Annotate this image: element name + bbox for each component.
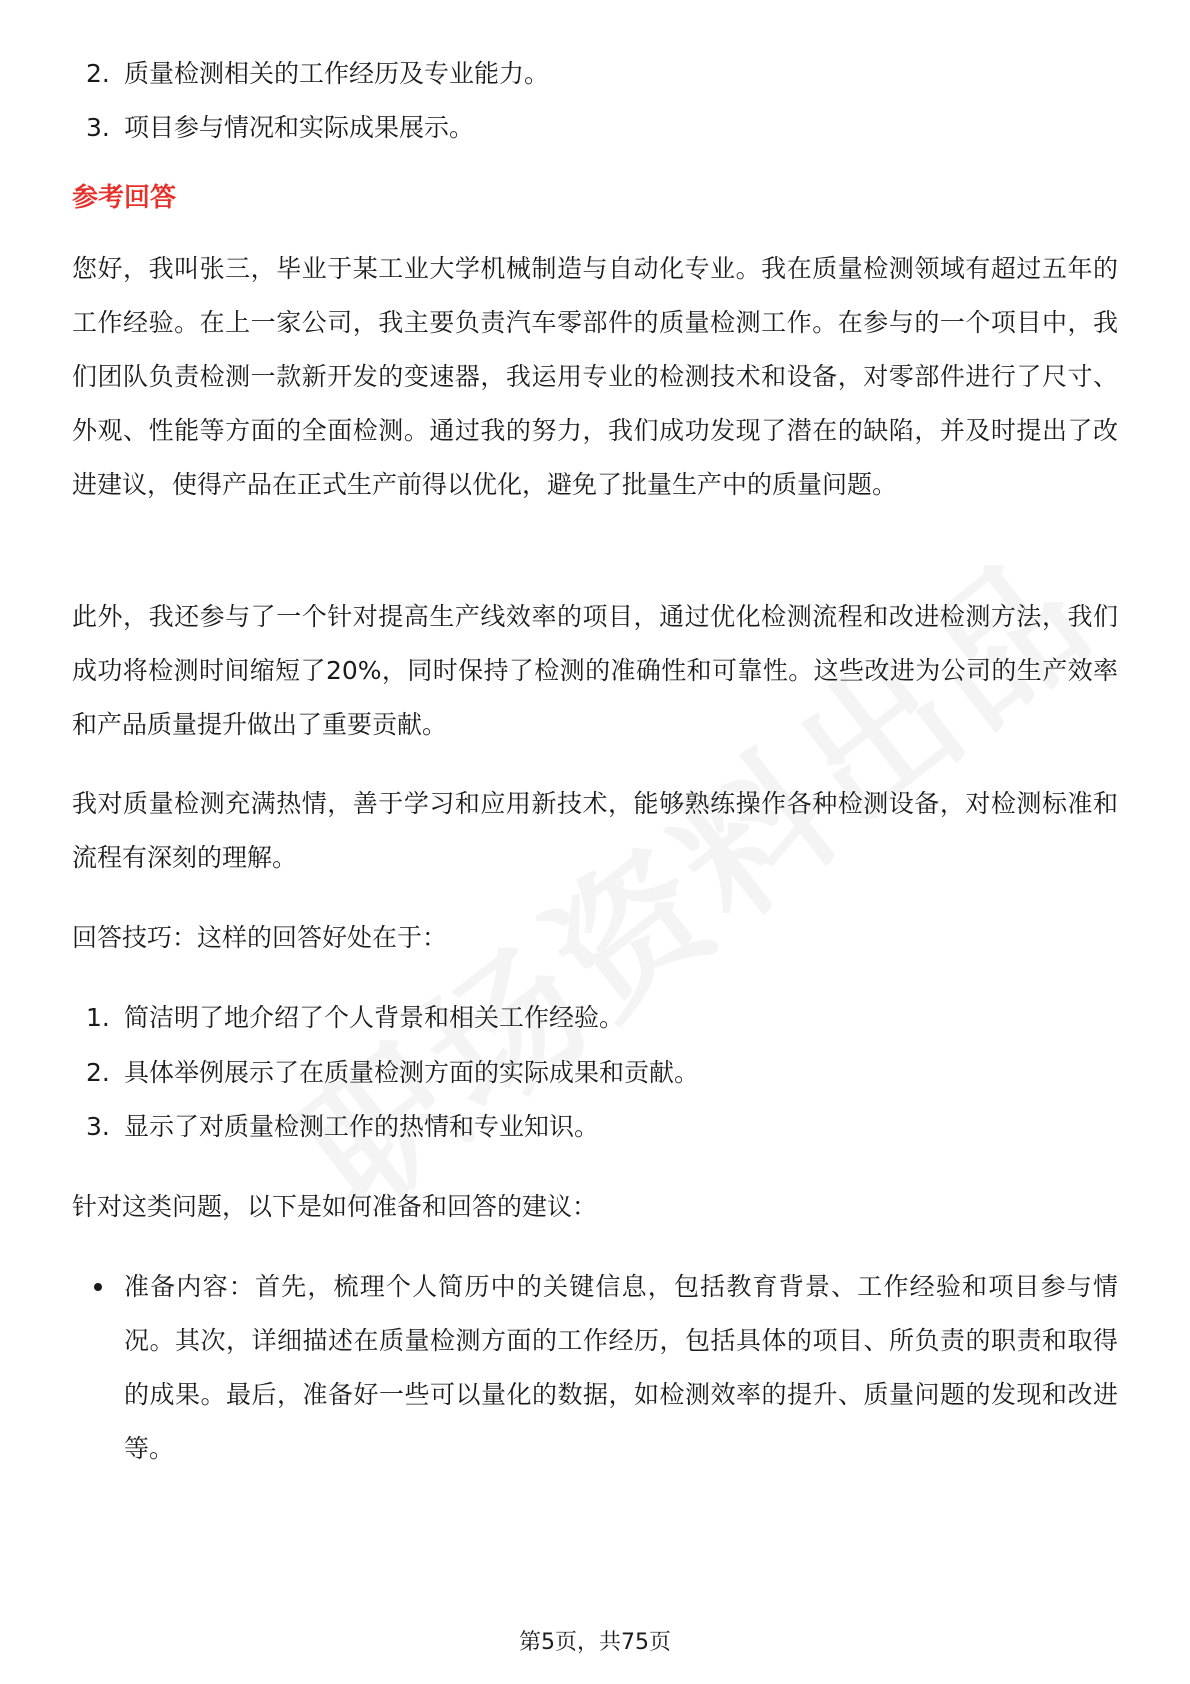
list-number: 3. xyxy=(86,1112,110,1141)
list-item xyxy=(86,1000,624,1036)
list-item xyxy=(86,1109,599,1145)
list-text: 简洁明了地介绍了个人背景和相关工作经验。 xyxy=(124,1003,625,1032)
answer-paragraph-1: 您好，我叫张三，毕业于某工业大学机械制造与自动化专业。我在质量检测领域有超过五年的工作经验。在上一家公司，我主要负责汽车零部件的质量检测工作。在参与的一个项目中，我们团队负责检测一款新开发的变速器，我运用专业的检测技术和设备，对零部件进行了尺寸、外观、性能等方面的全面检测。通过我的努力，我们成功发现了潜在的缺陷，并及时提出了改进建议，使得产品在正式生产前得以优化，避免了批量生产中的质量问题。 xyxy=(72,254,1118,499)
answer-paragraph-3: 我对质量检测充满热情，善于学习和应用新技术，能够熟练操作各种检测设备，对检测标准和流程有深刻的理解。 xyxy=(72,789,1118,872)
bullet-text: 准备内容：首先，梳理个人简历中的关键信息，包括教育背景、工作经验和项目参与情况。其次，详细描述在质量检测方面的工作经历，包括具体的项目、所负责的职责和取得的成果。最后，准备好一些可以量化的数据，如检测效率的提升、质量问题的发现和改进等。 xyxy=(124,1272,1118,1463)
list-item xyxy=(86,56,549,92)
page-footer: 第5页，共75页 xyxy=(519,1630,671,1655)
list-number: 1. xyxy=(86,1003,110,1032)
list-text: 质量检测相关的工作经历及专业能力。 xyxy=(124,59,550,88)
list-number: 2. xyxy=(86,1058,110,1087)
list-item xyxy=(86,110,474,146)
list-text: 项目参与情况和实际成果展示。 xyxy=(124,113,475,142)
advice-label: 针对这类问题，以下是如何准备和回答的建议： xyxy=(72,1192,598,1221)
list-text: 显示了对质量检测工作的热情和专业知识。 xyxy=(124,1112,600,1141)
list-item xyxy=(86,1055,699,1091)
list-number: 2. xyxy=(86,59,110,88)
bullet-item xyxy=(124,1260,1118,1476)
list-number: 3. xyxy=(86,113,110,142)
tips-label: 回答技巧：这样的回答好处在于： xyxy=(72,923,448,952)
bullet-dot-icon xyxy=(94,1283,102,1291)
answer-paragraph-2: 此外，我还参与了一个针对提高生产线效率的项目，通过优化检测流程和改进检测方法，我们成功将检测时间缩短了20%，同时保持了检测的准确性和可靠性。这些改进为公司的生产效率和产品质量提升做出了重要贡献。 xyxy=(72,602,1118,739)
reference-answer-heading: 参考回答 xyxy=(72,183,177,213)
list-text: 具体举例展示了在质量检测方面的实际成果和贡献。 xyxy=(124,1058,700,1087)
